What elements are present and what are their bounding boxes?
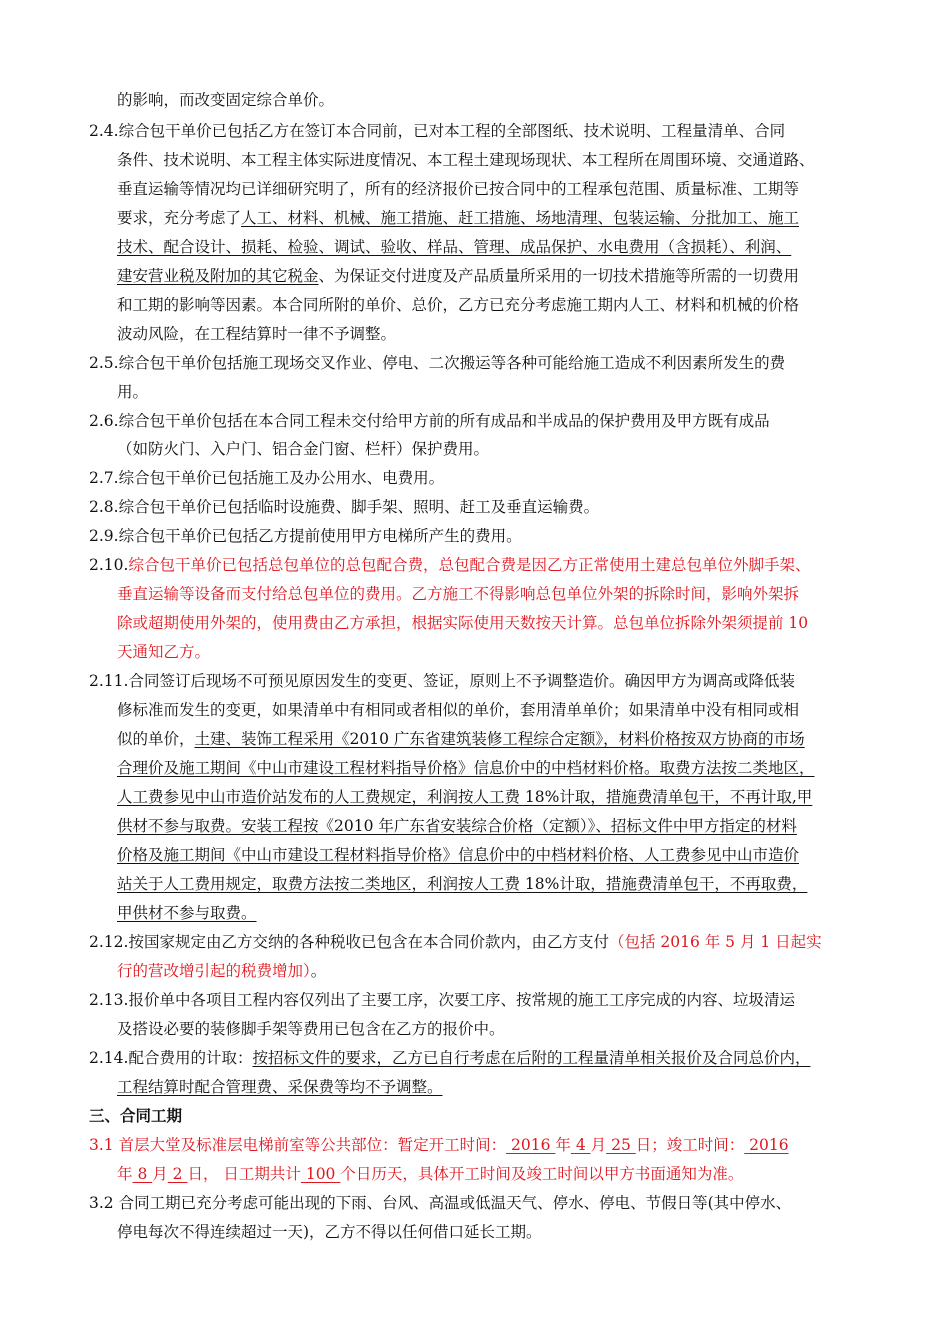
text-line <box>117 266 799 286</box>
text-run: 要求，充分考虑了 <box>117 209 242 227</box>
text-line <box>117 845 799 865</box>
text-line <box>117 758 815 778</box>
text-line <box>117 1077 443 1097</box>
duration-blank: 100 <box>300 1165 341 1183</box>
text-run: 、为保证交付进度及产品质量所采用的一切技术措施等所需的一切费用 <box>318 267 800 285</box>
underlined-run: 土建、装饰工程采用《2010 广东省建筑装修工程综合定额》，材料价格按双方协商的市场 <box>194 730 805 748</box>
text-line <box>117 237 791 257</box>
red-text-run: 月 <box>590 1136 607 1154</box>
text-line <box>117 903 257 923</box>
text-line: 的影响，而改变固定综合单价。 <box>117 91 335 109</box>
red-text-run: 年 <box>555 1136 571 1154</box>
red-text-run: 行的营改增引起的税费增加） <box>117 962 311 980</box>
text-line: 条件、技术说明、本工程主体实际进度情况、本工程土建现场现状、本工程所在周围环境、交通道路、 <box>117 151 815 169</box>
text-line: 和工期的影响等因素。本合同所附的单价、总价，乙方已充分考虑施工期内人工、材料和机械的价格 <box>117 296 800 314</box>
clause-2-9: 2.9.综合包干单价已包括乙方提前使用甲方电梯所产生的费用。 <box>89 527 522 545</box>
underlined-run: 站关于人工费用规定，取费方法按二类地区，利润按人工费 18%计取，措施费清单包干，不再取费， <box>117 875 808 893</box>
underlined-run: 技术、配合设计、损耗、检验、调试、验收、样品、管理、成品保护、水电费用（含损耗）、利润、 <box>117 238 792 256</box>
red-text-run: 日， 日工期共计 <box>187 1165 301 1183</box>
clause-2-11: 2.11.合同签订后现场不可预见原因发生的变更、签证，原则上不予调整造价。确因甲方为调高或降低装 <box>89 672 795 690</box>
text-run: 2.12.按国家规定由乙方交纳的各种税收已包含在本合同价款内，由乙方支付 <box>89 933 609 951</box>
date-blank: 2 <box>167 1165 188 1183</box>
text-line <box>117 729 805 749</box>
underlined-run: 供材不参与取费。安装工程按《2010 年广东省安装综合价格（定额）》、招标文件中甲方指定的材料 <box>117 817 797 835</box>
clause-3-1 <box>89 1135 789 1155</box>
text-line: （如防火门、入户门、铝合金门窗、栏杆）保护费用。 <box>117 440 490 458</box>
underlined-run: 工程结算时配合管理费、采保费等均不予调整。 <box>117 1078 443 1096</box>
text-line <box>117 816 797 836</box>
clause-2-10 <box>89 555 810 575</box>
text-line: 用。 <box>117 383 149 401</box>
date-blank: 2016 <box>744 1136 789 1154</box>
text-run: 。 <box>310 962 327 980</box>
section-heading: 三、合同工期 <box>89 1107 183 1125</box>
underlined-run: 合理价及施工期间《中山市建设工程材料指导价格》信息价中的中档材料价格。取费方法按二类地区， <box>117 759 815 777</box>
red-text-run: 月 <box>152 1165 168 1183</box>
date-blank: 4 <box>570 1136 591 1154</box>
date-blank: 2016 <box>506 1136 556 1154</box>
red-text-line <box>117 1164 743 1184</box>
underlined-run: 人工费参见中山市造价站发布的人工费规定，利润按人工费 18%计取，措施费清单包干，不再计取,甲 <box>117 788 813 806</box>
clause-2-4: 2.4.综合包干单价已包括乙方在签订本合同前，已对本工程的全部图纸、技术说明、工程量清单、合同 <box>89 122 786 140</box>
clause-2-5: 2.5.综合包干单价包括施工现场交叉作业、停电、二次搬运等各种可能给施工造成不利因素所发生的费 <box>89 354 786 372</box>
red-text-run: （包括 2016 年 5 月 1 日起实 <box>608 933 822 951</box>
underlined-run: 甲供材不参与取费。 <box>117 904 257 922</box>
red-text-run: 年 <box>117 1165 133 1183</box>
text-line <box>117 874 807 894</box>
text-line: 垂直运输等情况均已详细研究明了，所有的经济报价已按合同中的工程承包范围、质量标准、工期等 <box>117 180 800 198</box>
date-blank: 8 <box>132 1165 153 1183</box>
text-line: 修标准而发生的变更，如果清单中有相同或者相似的单价，套用清单单价；如果清单中没有相同或相 <box>117 701 800 719</box>
text-line: 波动风险，在工程结算时一律不予调整。 <box>117 325 397 343</box>
text-line <box>117 208 799 228</box>
clause-2-14 <box>89 1048 810 1068</box>
red-text-line: 除或超期使用外架的，使用费由乙方承担，根据实际使用天数按天计算。总包单位拆除外架须提前 10 <box>117 614 809 632</box>
red-text-line: 垂直运输等设备而支付给总包单位的费用。乙方施工不得影响总包单位外架的拆除时间，影响外架拆 <box>117 585 800 603</box>
text-line <box>117 787 812 807</box>
clause-2-8: 2.8.综合包干单价已包括临时设施费、脚手架、照明、赶工及垂直运输费。 <box>89 498 600 516</box>
red-text-run: 个日历天，具体开工时间及竣工时间以甲方书面通知为准。 <box>340 1165 744 1183</box>
date-blank: 25 <box>606 1136 636 1154</box>
clause-3-2: 3.2 合同工期已充分考虑可能出现的下雨、台风、高温或低温天气、停水、停电、节假日等(其中停水、 <box>89 1194 792 1212</box>
text-run: 2.14.配合费用的计取： <box>89 1049 253 1067</box>
red-text-run: 综合包干单价已包括总包单位的总包配合费，总包配合费是因乙方正常使用土建总包单位外脚手架、 <box>128 556 811 574</box>
underlined-run: 价格及施工期间《中山市建设工程材料指导价格》信息价中的中档材料价格、人工费参见中山市造价 <box>117 846 800 864</box>
clause-2-12 <box>89 932 822 952</box>
text-line: 及搭设必要的装修脚手架等费用已包含在乙方的报价中。 <box>117 1020 505 1038</box>
clause-number: 2.10. <box>89 556 129 574</box>
red-text-run: 3.1 首层大堂及标准层电梯前室等公共部位：暂定开工时间： <box>89 1136 507 1154</box>
text-line <box>117 961 326 981</box>
red-text-run: 日；竣工时间： <box>635 1136 745 1154</box>
red-text-line: 天通知乙方。 <box>117 643 211 661</box>
text-run: 似的单价， <box>117 730 195 748</box>
clause-2-6: 2.6.综合包干单价包括在本合同工程未交付给甲方前的所有成品和半成品的保护费用及甲方既有成品 <box>89 412 770 430</box>
text-line: 停电每次不得连续超过一天)，乙方不得以任何借口延长工期。 <box>117 1223 542 1241</box>
clause-2-7: 2.7.综合包干单价已包括施工及办公用水、电费用。 <box>89 469 445 487</box>
underlined-run: 按招标文件的要求，乙方已自行考虑在后附的工程量清单相关报价及合同总价内， <box>252 1049 811 1067</box>
underlined-run: 人工、材料、机械、施工措施、赶工措施、场地清理、包装运输、分批加工、施工 <box>241 209 800 227</box>
underlined-run: 建安营业税及附加的其它税金 <box>117 267 319 285</box>
clause-2-13: 2.13.报价单中各项目工程内容仅列出了主要工序，次要工序、按常规的施工工序完成的内容、垃圾清运 <box>89 991 795 1009</box>
